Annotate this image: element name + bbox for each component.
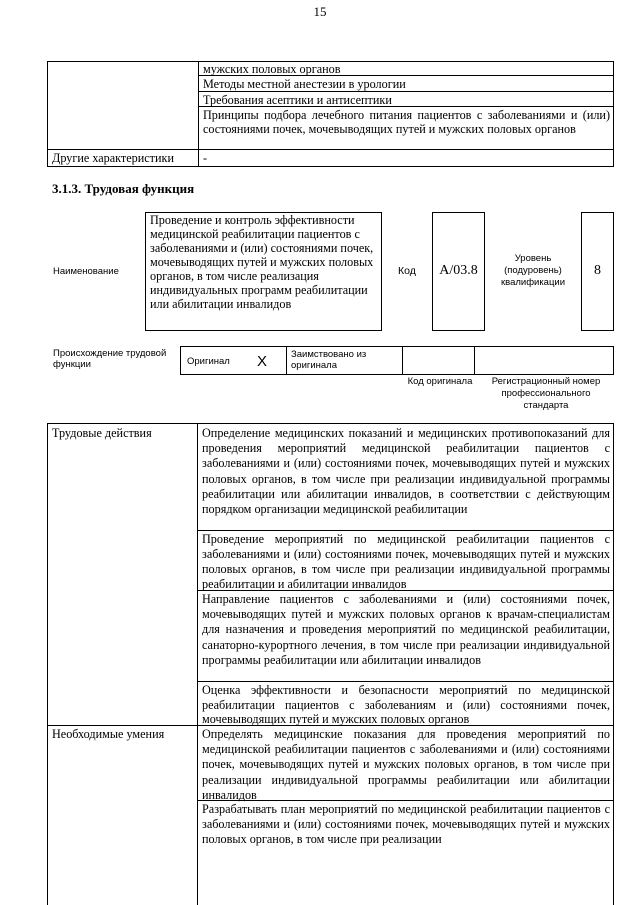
registration-number-caption: Регистрационный номер профессионального стандарта bbox=[491, 376, 601, 411]
knowledge-item: Методы местной анестезии в урологии bbox=[203, 77, 406, 91]
registration-number-cell bbox=[474, 346, 614, 375]
borrowed-cell bbox=[286, 346, 403, 375]
section-title: 3.1.3. Трудовая функция bbox=[52, 181, 195, 196]
original-code-caption: Код оригинала bbox=[407, 376, 473, 387]
function-name: Проведение и контроль эффективности медицинской реабилитации пациентов с заболеваниями и (или) состояниями почек, мочевыводящих путей и мужских половых органов, в том числе реализация индивидуальных программ реабилитации или абилитации инвалидов bbox=[150, 213, 374, 311]
other-characteristics-value: - bbox=[203, 151, 208, 165]
knowledge-item: мужских половых органов bbox=[203, 62, 341, 76]
original-cell bbox=[180, 346, 287, 375]
origin-label: Происхождение трудовой функции bbox=[53, 348, 167, 370]
main-table bbox=[47, 423, 614, 905]
knowledge-item: Принципы подбора лечебного питания пациентов с заболеваниями и (или) состояниями почек, мочевыводящих путей и мужских половых органов bbox=[203, 108, 610, 136]
other-characteristics-label: Другие характеристики bbox=[52, 151, 174, 165]
page-number: 15 bbox=[313, 4, 327, 19]
original-label: Оригинал bbox=[187, 356, 230, 367]
function-code: A/03.8 bbox=[439, 263, 478, 278]
function-name-box bbox=[145, 212, 382, 331]
original-code-cell bbox=[402, 346, 475, 375]
labor-action-item: Определение медицинских показаний и медицинских противопоказаний для проведения мероприятий медицинской реабилитации пациентов с заболеваниями и (или) состояниями почек, мочевыводящих путей и мужских половых органов, в том числе при реализации индивидуальной программы реабилитации или абилитации инвалидов, в соответствии с действующим порядком организации медицинской реабилитации bbox=[202, 426, 610, 517]
skill-item: Определять медицинские показания для проведения мероприятий по медицинской реабилитации пациентов с заболеваниями и (или) состояниями почек, мочевыводящих путей и мужских половых органов, в том числе при реализации индивидуальной программы реабилитации или абилитации инвалидов bbox=[202, 727, 610, 802]
required-skills-label: Необходимые умения bbox=[52, 727, 165, 741]
level-label: Уровень (подуровень) квалификации bbox=[500, 253, 566, 288]
labor-action-item: Проведение мероприятий по медицинской реабилитации пациентов с заболеваниями и (или) состояниями почек, мочевыводящих путей и мужских половых органов, в том числе при реализации индивидуальной программы реабилитации и абилитации инвалидов bbox=[202, 532, 610, 591]
labor-action-item: Направление пациентов с заболеваниями и (или) состояниями почек, мочевыводящих путей и мужских половых органов к врачам-специалистам для назначения и проведения мероприятий по медицинской реабилитации, санаторно-курортного лечения, в том числе при реализации индивидуальной программы реабилитации или абилитации инвалидов bbox=[202, 592, 610, 667]
borrowed-label: Заимствовано из оригинала bbox=[291, 349, 367, 371]
top-continuation-table bbox=[47, 61, 614, 167]
skill-item: Разрабатывать план мероприятий по медицинской реабилитации пациентов с заболеваниями и (или) состояниями почек, мочевыводящих путей и мужских половых органов, в том числе при реализации bbox=[202, 802, 610, 847]
code-label: Код bbox=[398, 265, 416, 277]
knowledge-item: Требования асептики и антисептики bbox=[203, 93, 392, 107]
labor-action-item: Оценка эффективности и безопасности мероприятий по медицинской реабилитации пациентов с заболеваниям и (или) состояниями почек, мочевыводящих путей и мужских половых органов bbox=[202, 683, 610, 727]
level-box bbox=[581, 212, 614, 331]
name-label: Наименование bbox=[53, 266, 119, 277]
original-mark: X bbox=[257, 353, 268, 370]
labor-actions-label: Трудовые действия bbox=[52, 426, 152, 440]
code-box bbox=[432, 212, 485, 331]
qualification-level: 8 bbox=[594, 263, 601, 278]
